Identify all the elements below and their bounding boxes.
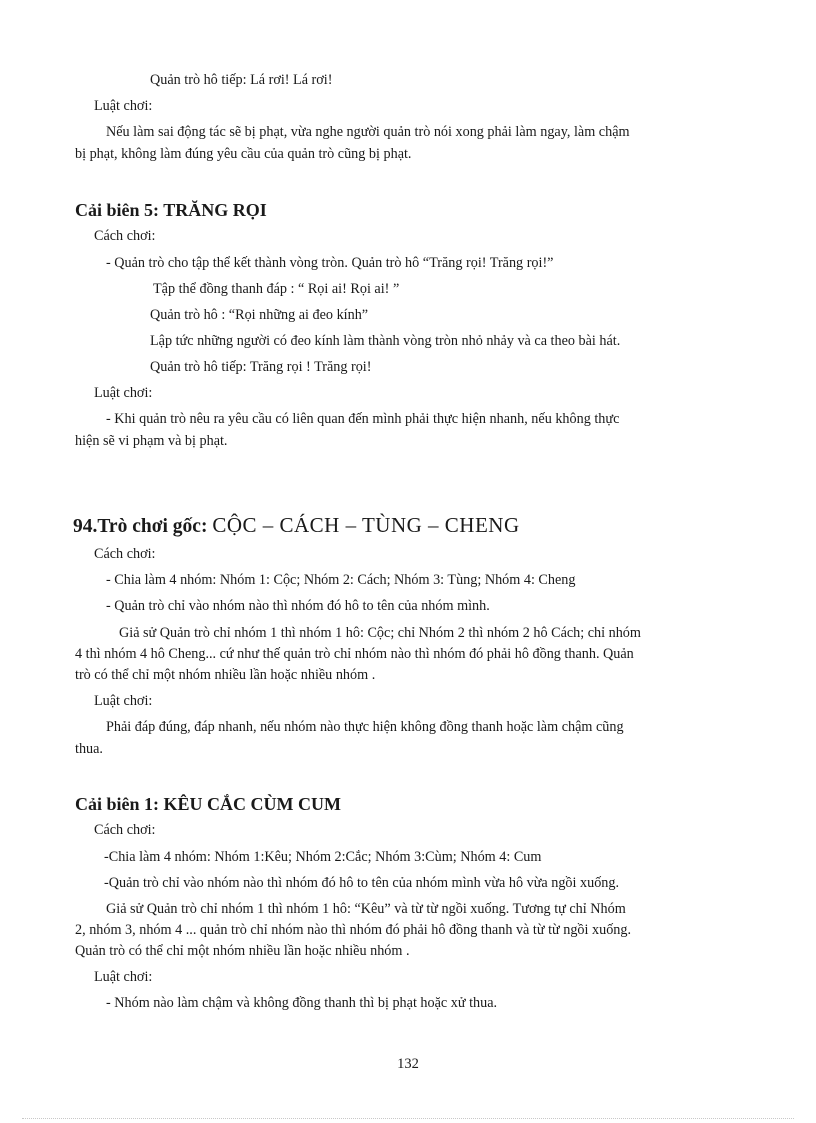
- text-line: Lập tức những người có đeo kính làm thành vòng tròn nhỏ nhảy và ca theo bài hát.: [150, 333, 621, 349]
- howto-label: Cách chơi:: [94, 546, 156, 562]
- text-line: Nếu làm sai động tác sẽ bị phạt, vừa nghe người quản trò nói xong phải làm ngay, làm chậm: [106, 124, 630, 140]
- text-line: - Khi quản trò nêu ra yêu cầu có liên quan đến mình phải thực hiện nhanh, nếu không thực: [106, 411, 620, 427]
- text-line: Giả sử Quản trò chỉ nhóm 1 thì nhóm 1 hô: Cộc; chỉ Nhóm 2 thì nhóm 2 hô Cách; chỉ nhóm: [119, 625, 641, 641]
- text-line: Quản trò hô tiếp: Lá rơi! Lá rơi!: [150, 72, 333, 88]
- text-line: Quản trò có thể chỉ một nhóm nhiều lần hoặc nhiều nhóm .: [75, 943, 410, 959]
- howto-label: Cách chơi:: [94, 822, 156, 838]
- heading-prefix: Cải biên 5:: [75, 200, 164, 220]
- section-heading-variant-5: [75, 199, 267, 221]
- section-heading-variant-1: [75, 793, 341, 815]
- text-line: thua.: [75, 741, 103, 757]
- text-line: Phải đáp đúng, đáp nhanh, nếu nhóm nào thực hiện không đồng thanh hoặc làm chậm cũng: [106, 719, 624, 735]
- page-bottom-divider: [22, 1118, 794, 1119]
- text-line: hiện sẽ vi phạm và bị phạt.: [75, 433, 228, 449]
- text-line: trò có thể chỉ một nhóm nhiều lần hoặc nhiều nhóm .: [75, 667, 376, 683]
- text-line: - Nhóm nào làm chậm và không đồng thanh thì bị phạt hoặc xử thua.: [106, 995, 498, 1011]
- text-line: Giả sử Quản trò chỉ nhóm 1 thì nhóm 1 hô: “Kêu” và từ từ ngồi xuống. Tương tự chỉ Nhóm: [106, 901, 626, 917]
- heading-prefix: Cải biên 1:: [75, 794, 164, 814]
- text-line: Quản trò hô : “Rọi những ai đeo kính”: [150, 307, 369, 323]
- section-heading-game-94: [73, 512, 520, 541]
- rules-label: Luật chơi:: [94, 98, 153, 114]
- text-line: -Chia làm 4 nhóm: Nhóm 1:Kêu; Nhóm 2:Cắc; Nhóm 3:Cùm; Nhóm 4: Cum: [104, 849, 542, 865]
- heading-title: CỘC – CÁCH – TÙNG – CHENG: [212, 513, 520, 537]
- text-line: Quản trò hô tiếp: Trăng rọi ! Trăng rọi!: [150, 359, 372, 375]
- heading-prefix: 94.Trò chơi gốc:: [73, 516, 213, 537]
- text-line: 2, nhóm 3, nhóm 4 ... quản trò chỉ nhóm nào thì nhóm đó phải hô đồng thanh và từ từ ngồi xuống.: [75, 922, 632, 938]
- rules-label: Luật chơi:: [94, 969, 153, 985]
- heading-title: KÊU CẮC CÙM CUM: [163, 794, 341, 814]
- text-line: - Quản trò chỉ vào nhóm nào thì nhóm đó hô to tên của nhóm mình.: [106, 598, 490, 614]
- rules-label: Luật chơi:: [94, 693, 153, 709]
- text-line: Tập thể đồng thanh đáp : “ Rọi ai! Rọi ai! ”: [153, 281, 400, 297]
- text-line: 4 thì nhóm 4 hô Cheng... cứ như thế quản trò chỉ nhóm nào thì nhóm đó phải hô đồng thanh. Quản: [75, 646, 634, 662]
- howto-label: Cách chơi:: [94, 228, 156, 244]
- rules-label: Luật chơi:: [94, 385, 153, 401]
- text-line: -Quản trò chỉ vào nhóm nào thì nhóm đó hô to tên của nhóm mình vừa hô vừa ngồi xuống.: [104, 875, 620, 891]
- page-number: 132: [397, 1056, 419, 1072]
- text-line: - Chia làm 4 nhóm: Nhóm 1: Cộc; Nhóm 2: Cách; Nhóm 3: Tùng; Nhóm 4: Cheng: [106, 572, 576, 588]
- text-line: - Quản trò cho tập thể kết thành vòng tròn. Quản trò hô “Trăng rọi! Trăng rọi!”: [106, 255, 554, 271]
- text-line: bị phạt, không làm đúng yêu cầu của quản trò cũng bị phạt.: [75, 146, 412, 162]
- heading-title: TRĂNG RỌI: [163, 200, 267, 220]
